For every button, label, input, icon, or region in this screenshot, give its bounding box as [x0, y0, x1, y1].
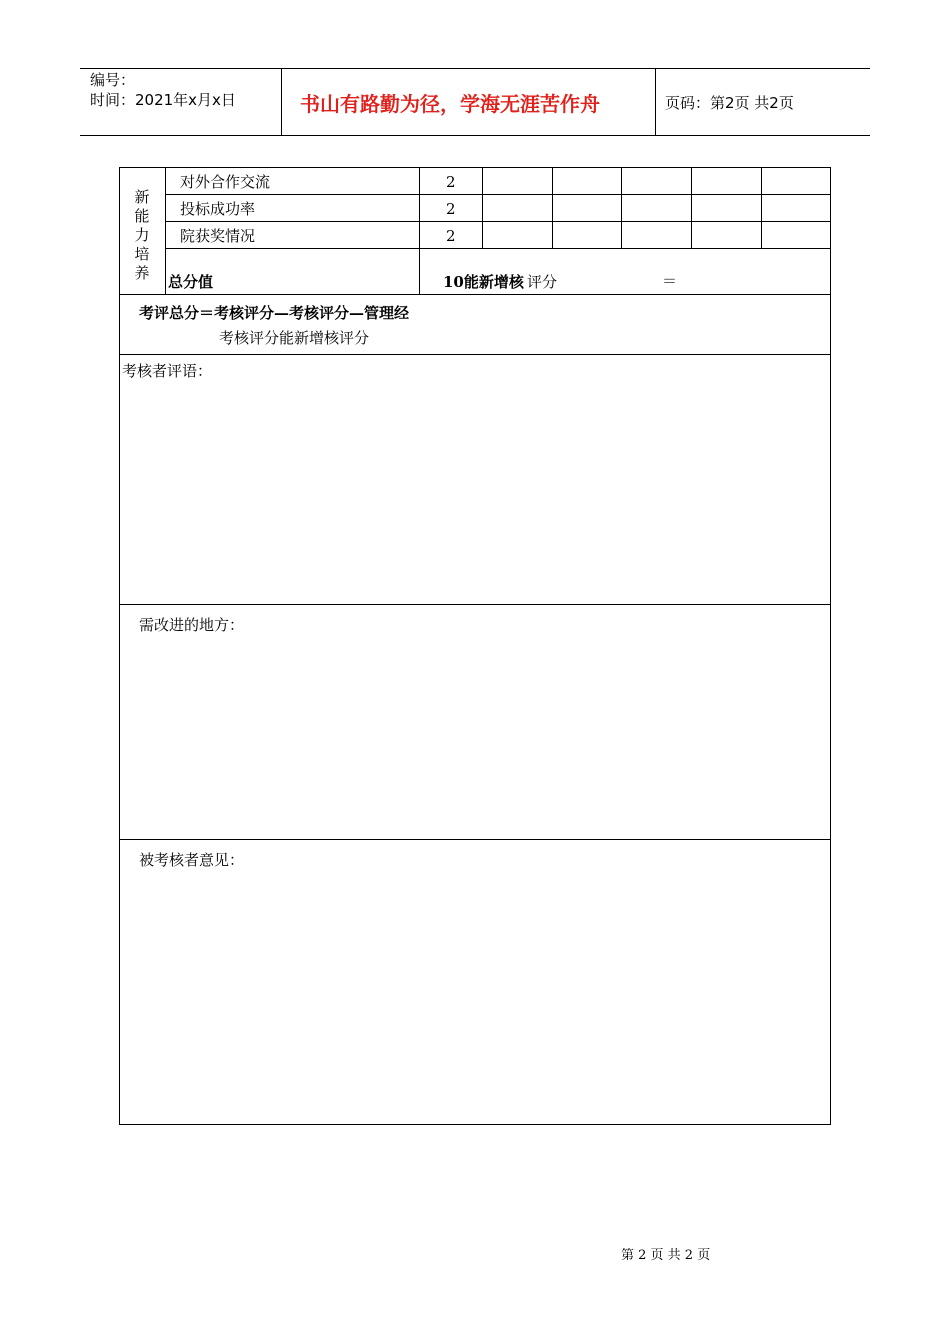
- section-label-new-capability: 新 能 力 培 养: [134, 188, 150, 282]
- indicator-score: 2: [446, 227, 456, 245]
- total-value-overlap: 评分: [527, 273, 558, 291]
- indicator-name: 投标成功率: [180, 200, 256, 218]
- indicator-name: 院获奖情况: [180, 227, 256, 245]
- header-top-rule: [80, 68, 870, 69]
- total-label: 总分值: [168, 273, 214, 291]
- assessor-comments-label: 考核者评语：: [122, 362, 213, 380]
- total-value: 10能新增核: [443, 273, 524, 291]
- doc-time-label: 时间：2021年x月x日: [90, 91, 236, 109]
- score-formula-line2: 考核评分能新增核评分: [219, 329, 370, 347]
- header-divider-left: [281, 68, 282, 135]
- total-equals: ＝: [662, 272, 678, 290]
- score-formula-line1: 考评总分＝考核评分—考核评分—管理经: [139, 304, 410, 322]
- page-footer: 第 2 页 共 2 页: [621, 1248, 711, 1263]
- header-page-code: 页码：第2页 共2页: [665, 94, 794, 112]
- header-motto: 书山有路勤为径，学海无涯苦作舟: [300, 92, 600, 116]
- header-bottom-rule: [80, 135, 870, 136]
- assessee-opinion-label: 被考核者意见：: [139, 851, 245, 869]
- doc-number-label: 编号：: [90, 71, 136, 89]
- improvement-label: 需改进的地方：: [139, 616, 245, 634]
- indicator-score: 2: [446, 200, 456, 218]
- header-divider-right: [655, 68, 656, 135]
- indicator-score: 2: [446, 173, 456, 191]
- indicator-name: 对外合作交流: [180, 173, 271, 191]
